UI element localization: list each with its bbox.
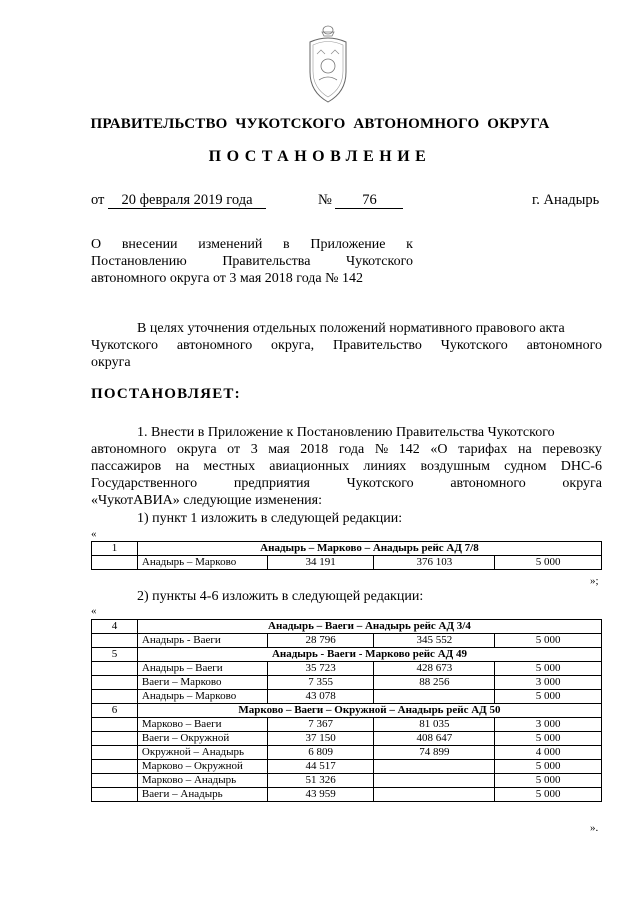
empty-number-cell (92, 634, 138, 648)
flight-title-cell: Марково – Ваеги – Окружной – Анадырь рейс АД 50 (137, 704, 601, 718)
tariff-value-cell: 51 326 (267, 774, 374, 788)
decree-subject (91, 236, 413, 287)
preamble (91, 320, 602, 371)
empty-number-cell (92, 746, 138, 760)
word: «О (430, 442, 448, 457)
government-title: ПРАВИТЕЛЬСТВО ЧУКОТСКОГО АВТОНОМНОГО ОКРУГА (90, 116, 550, 132)
tariff-value-cell: 7 367 (267, 718, 374, 732)
tariff-value-cell: 5 000 (495, 774, 602, 788)
flight-header-row (92, 620, 602, 634)
empty-number-cell (92, 788, 138, 802)
tariff-value-cell: 37 150 (267, 732, 374, 746)
word: автономного (91, 442, 167, 457)
tariff-value-cell: 3 000 (495, 676, 602, 690)
subclause-2: 2) пункты 4-6 изложить в следующей редакции: (137, 589, 424, 604)
flight-header-row (92, 542, 602, 556)
tariff-value-cell: 35 723 (267, 662, 374, 676)
subclause-1: 1) пункт 1 изложить в следующей редакции: (137, 511, 403, 526)
route-cell: Анадырь – Ваеги (137, 662, 267, 676)
empty-number-cell (92, 676, 138, 690)
route-cell: Ваеги – Марково (137, 676, 267, 690)
word: Правительство (332, 338, 422, 353)
tariff-value-cell: 5 000 (495, 732, 602, 746)
word: DHC-6 (560, 459, 602, 474)
preamble-line-3 (91, 354, 602, 371)
tariff-table-2 (91, 619, 602, 802)
empty-number-cell (92, 690, 138, 704)
tariff-value-cell: 88 256 (374, 676, 495, 690)
route-cell: Ваеги – Анадырь (137, 788, 267, 802)
tariff-row (92, 718, 602, 732)
resolves-heading: ПОСТАНОВЛЯЕТ: (91, 386, 241, 402)
open-quote-1: « (91, 528, 97, 540)
word: Приложение (310, 237, 386, 252)
tariff-value-cell: 428 673 (374, 662, 495, 676)
tariff-value-cell: 44 517 (267, 760, 374, 774)
word: В целях уточнения отдельных положений нормативного правового акта (137, 321, 565, 336)
word: изменений (198, 237, 263, 252)
word: 3 (250, 442, 258, 457)
word: Правительства (222, 254, 311, 269)
route-cell: Ваеги – Окружной (137, 732, 267, 746)
route-cell: Анадырь – Марково (137, 556, 267, 570)
subject-line-1 (91, 236, 413, 253)
tariff-row (92, 556, 602, 570)
word: на (517, 442, 532, 457)
tariff-row (92, 788, 602, 802)
date-value: 20 февраля 2019 года (108, 192, 266, 209)
tariff-value-cell: 408 647 (374, 732, 495, 746)
tariff-row (92, 774, 602, 788)
clause1-line-5 (91, 492, 602, 509)
tariff-value-cell: 43 078 (267, 690, 374, 704)
empty-number-cell (92, 774, 138, 788)
tariff-value-cell: 345 552 (374, 634, 495, 648)
tariff-value-cell: 5 000 (495, 662, 602, 676)
tariff-row (92, 634, 602, 648)
city: г. Анадырь (532, 192, 600, 208)
word: к (406, 237, 413, 252)
decree-title: ПОСТАНОВЛЕНИЕ (208, 148, 432, 165)
word: Чукотского (440, 338, 508, 353)
route-cell: Марково – Окружной (137, 760, 267, 774)
word: пассажиров (91, 459, 162, 474)
tariff-row (92, 690, 602, 704)
tariff-value-cell: 81 035 (374, 718, 495, 732)
item-number-cell: 1 (92, 542, 138, 556)
tariff-value-cell (374, 788, 495, 802)
flight-header-row (92, 648, 602, 662)
tariff-value-cell: 28 796 (267, 634, 374, 648)
empty-number-cell (92, 718, 138, 732)
word: 142 (398, 442, 420, 457)
empty-number-cell (92, 760, 138, 774)
tariff-value-cell: 4 000 (495, 746, 602, 760)
tariff-value-cell: 5 000 (495, 760, 602, 774)
tariff-value-cell: 43 959 (267, 788, 374, 802)
clause-1 (91, 424, 602, 509)
tariff-value-cell: 7 355 (267, 676, 374, 690)
decree-number (318, 192, 403, 209)
flight-title-cell: Анадырь – Марково – Анадырь рейс АД 7/8 (137, 542, 601, 556)
tariff-row (92, 760, 602, 774)
subject-line-3 (91, 270, 413, 287)
tariff-value-cell: 5 000 (495, 556, 602, 570)
word: автономного (526, 338, 602, 353)
clause1-line-3 (91, 458, 602, 475)
word: автономного (450, 476, 526, 491)
date-prefix: от (91, 192, 105, 208)
tariff-value-cell (374, 774, 495, 788)
open-quote-2: « (91, 605, 97, 617)
flight-title-cell: Анадырь – Ваеги – Анадырь рейс АД 3/4 (137, 620, 601, 634)
word: местных (203, 459, 256, 474)
word: округа, (271, 338, 315, 353)
tariff-row (92, 732, 602, 746)
number-value: 76 (335, 192, 403, 209)
tariff-row (92, 662, 602, 676)
word: округа (176, 442, 217, 457)
tariff-value-cell: 6 809 (267, 746, 374, 760)
word: от (227, 442, 241, 457)
close-quote-2: ». (590, 822, 599, 834)
word: О (91, 237, 102, 252)
number-sign: № (318, 192, 332, 208)
word: воздушным (420, 459, 490, 474)
word: авиационных (269, 459, 350, 474)
word: «ЧукотАВИА» следующие изменения: (91, 493, 323, 508)
empty-number-cell (92, 732, 138, 746)
word: перевозку (542, 442, 602, 457)
item-number-cell: 4 (92, 620, 138, 634)
tariff-row (92, 676, 602, 690)
clause1-line-4 (91, 475, 602, 492)
word: автономного округа от 3 мая 2018 года № 142 (91, 271, 363, 286)
word: предприятия (233, 476, 310, 491)
coat-of-arms-emblem (302, 20, 354, 108)
word: округа (91, 355, 131, 370)
flight-header-row (92, 704, 602, 718)
tariff-table-1 (91, 541, 602, 570)
word: внесении (121, 237, 178, 252)
tariff-value-cell: 376 103 (374, 556, 495, 570)
clause1-line-2 (91, 441, 602, 458)
word: Чукотского (91, 338, 158, 353)
tariff-value-cell (374, 760, 495, 774)
close-quote-1: »; (590, 575, 599, 587)
subject-line-2 (91, 253, 413, 270)
tariff-value-cell: 5 000 (495, 634, 602, 648)
tariff-value-cell (374, 690, 495, 704)
route-cell: Марково – Анадырь (137, 774, 267, 788)
word: года (338, 442, 365, 457)
preamble-line-2 (91, 337, 602, 354)
tariff-row (92, 746, 602, 760)
word: Государственного (91, 476, 198, 491)
route-cell: Марково – Ваеги (137, 718, 267, 732)
tariff-value-cell: 5 000 (495, 690, 602, 704)
word: мая (268, 442, 290, 457)
tariff-value-cell: 74 899 (374, 746, 495, 760)
word: № (374, 442, 389, 457)
item-number-cell: 6 (92, 704, 138, 718)
route-cell: Анадырь – Марково (137, 690, 267, 704)
word: на (175, 459, 190, 474)
decree-date (91, 192, 266, 209)
word: 1. Внести в Приложение к Постановлению Правительства Чукотского (137, 425, 555, 440)
empty-number-cell (92, 556, 138, 570)
route-cell: Окружной – Анадырь (137, 746, 267, 760)
preamble-line-1 (91, 320, 602, 337)
word: Постановлению (91, 254, 187, 269)
word: Чукотского (346, 476, 414, 491)
word: автономного (176, 338, 253, 353)
word: в (283, 237, 290, 252)
route-cell: Анадырь - Ваеги (137, 634, 267, 648)
word: линиях (363, 459, 407, 474)
word: Чукотского (345, 254, 413, 269)
word: округа (562, 476, 602, 491)
word: тарифах (458, 442, 508, 457)
item-number-cell: 5 (92, 648, 138, 662)
flight-title-cell: Анадырь - Ваеги - Марково рейс АД 49 (137, 648, 601, 662)
empty-number-cell (92, 662, 138, 676)
tariff-value-cell: 5 000 (495, 788, 602, 802)
word: 2018 (300, 442, 329, 457)
tariff-value-cell: 3 000 (495, 718, 602, 732)
tariff-value-cell: 34 191 (267, 556, 374, 570)
word: судном (504, 459, 547, 474)
clause1-line-1 (91, 424, 602, 441)
